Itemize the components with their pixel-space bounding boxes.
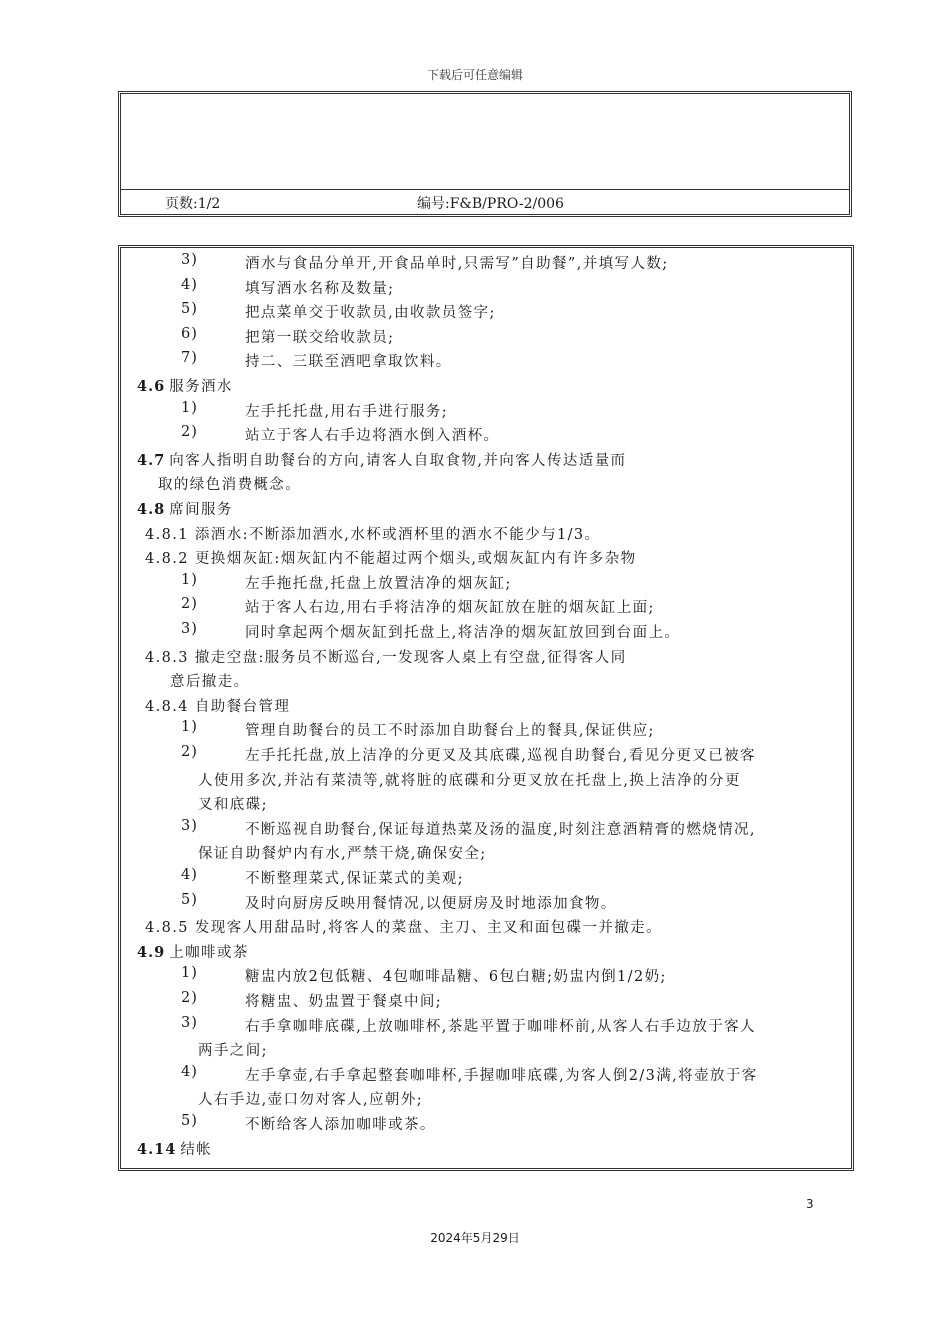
item-number: 4) bbox=[181, 276, 198, 293]
item-text: 左手托托盘,放上洁净的分更叉及其底碟,巡视自助餐台,看见分更叉已被客 bbox=[245, 748, 756, 764]
item-number: 3) bbox=[181, 1014, 198, 1031]
content-line bbox=[121, 1015, 851, 1040]
item-number: 3) bbox=[181, 252, 198, 268]
item-number: 5) bbox=[181, 891, 198, 908]
content-line bbox=[121, 818, 851, 843]
item-text: 右手拿咖啡底碟,上放咖啡杯,茶匙平置于咖啡杯前,从客人右手边放于客人 bbox=[245, 1018, 756, 1035]
item-number: 4) bbox=[181, 1063, 198, 1080]
item-number: 6) bbox=[181, 325, 198, 342]
content-line bbox=[121, 277, 851, 302]
item-number: 1) bbox=[181, 965, 198, 982]
content-line bbox=[121, 695, 851, 720]
content-line bbox=[121, 1064, 851, 1089]
item-text: 酒水与食品分单开,开食品单时,只需写”自助餐”,并填写人数; bbox=[245, 256, 669, 272]
content-line bbox=[121, 990, 851, 1015]
item-text-continued: 人使用多次,并沾有菜渍等,就将脏的底碟和分更叉放在托盘上,换上洁净的分更 bbox=[198, 772, 741, 789]
section-title: 上咖啡或茶 bbox=[169, 944, 249, 961]
item-text-continued: 保证自助餐炉内有水,严禁干烧,确保安全; bbox=[198, 846, 487, 863]
content-line bbox=[121, 744, 851, 769]
item-text-continued: 人右手边,壶口勿对客人,应朝外; bbox=[198, 1092, 424, 1109]
section-title: 向客人指明自助餐台的方向,请客人自取食物,并向客人传达适量而 bbox=[169, 452, 627, 469]
content-line bbox=[121, 1113, 851, 1138]
section-title: 结帐 bbox=[180, 1141, 213, 1158]
item-text: 将糖盅、奶盅置于餐桌中间; bbox=[245, 994, 443, 1010]
content-line bbox=[121, 867, 851, 892]
content-line bbox=[121, 400, 851, 425]
content-line bbox=[121, 670, 851, 695]
item-text: 把第一联交给收款员; bbox=[245, 329, 395, 346]
page-count: 页数:1/2 bbox=[165, 196, 221, 212]
item-text: 同时拿起两个烟灰缸到托盘上,将洁净的烟灰缸放回到台面上。 bbox=[245, 625, 681, 641]
item-text: 左手拿壶,右手拿起整套咖啡杯,手握咖啡底碟,为客人倒2/3满,将壶放于客 bbox=[245, 1067, 758, 1084]
subsection-line: 4.8.5 发现客人用甜品时,将客人的菜盘、主刀、主叉和面包碟一并撤走。 bbox=[145, 920, 663, 937]
content-line bbox=[121, 769, 851, 794]
item-text: 填写酒水名称及数量; bbox=[245, 280, 395, 297]
content-line bbox=[121, 941, 851, 966]
content-line bbox=[121, 572, 851, 597]
item-text-continued: 叉和底碟; bbox=[198, 797, 268, 814]
section-title: 席间服务 bbox=[169, 502, 233, 518]
section-number: 4.6 bbox=[137, 378, 166, 395]
content-line bbox=[121, 621, 851, 646]
item-number: 3) bbox=[181, 817, 198, 834]
content-line bbox=[121, 1138, 851, 1163]
content-line bbox=[121, 424, 851, 449]
item-text: 不断给客人添加咖啡或茶。 bbox=[245, 1117, 436, 1133]
item-text: 站于客人右边,用右手将洁净的烟灰缸放在脏的烟灰缸上面; bbox=[245, 600, 655, 617]
content-line bbox=[121, 596, 851, 621]
content-line bbox=[121, 449, 851, 474]
item-text: 站立于客人右手边将酒水倒入酒杯。 bbox=[245, 428, 500, 445]
item-number: 1) bbox=[181, 399, 198, 416]
content-line bbox=[121, 646, 851, 671]
content-line bbox=[121, 498, 851, 523]
content-line bbox=[121, 473, 851, 498]
content-line bbox=[121, 965, 851, 990]
section-number: 4.7 bbox=[137, 451, 166, 469]
item-number: 1) bbox=[181, 571, 198, 588]
item-number: 3) bbox=[181, 621, 198, 637]
section-heading bbox=[137, 1138, 212, 1159]
item-number: 2) bbox=[181, 744, 198, 760]
section-title: 服务酒水 bbox=[169, 379, 233, 395]
content-line bbox=[121, 719, 851, 744]
subsection-line: 4.8.4 自助餐台管理 bbox=[145, 698, 291, 715]
document-code: 编号:F&B/PRO-2/006 bbox=[417, 196, 564, 212]
footer-date: 2024年5月29日 bbox=[430, 1231, 520, 1245]
item-number: 7) bbox=[181, 350, 198, 367]
item-text: 不断巡视自助餐台,保证每道热菜及汤的温度,时刻注意酒精膏的燃烧情况, bbox=[245, 821, 756, 838]
item-number: 2) bbox=[181, 424, 198, 441]
content-line bbox=[121, 375, 851, 400]
content-line bbox=[121, 547, 851, 572]
section-heading bbox=[137, 498, 233, 519]
item-number: 2) bbox=[181, 596, 198, 613]
section-number: 4.9 bbox=[137, 943, 166, 961]
item-number: 4) bbox=[181, 867, 198, 883]
item-text: 管理自助餐台的员工不时添加自助餐台上的餐具,保证供应; bbox=[245, 723, 655, 740]
content-line bbox=[121, 916, 851, 941]
item-number: 5) bbox=[181, 301, 198, 318]
page-number: 3 bbox=[806, 1197, 814, 1211]
section-heading bbox=[137, 375, 233, 396]
item-text: 持二、三联至酒吧拿取饮料。 bbox=[245, 354, 452, 371]
section-heading bbox=[137, 449, 626, 470]
section-text-continued: 取的绿色消费概念。 bbox=[158, 477, 302, 494]
content-line bbox=[121, 523, 851, 548]
subsection-line: 4.8.3 撤走空盘:服务员不断巡台,一发现客人桌上有空盘,征得客人同 bbox=[145, 649, 627, 666]
item-number: 1) bbox=[181, 719, 198, 736]
item-number: 5) bbox=[181, 1113, 198, 1129]
item-text-continued: 两手之间; bbox=[198, 1043, 268, 1060]
content-line bbox=[121, 1039, 851, 1064]
item-text: 把点菜单交于收款员,由收款员签字; bbox=[245, 305, 496, 322]
section-number: 4.8 bbox=[137, 501, 166, 518]
content-line bbox=[121, 301, 851, 326]
section-heading bbox=[137, 941, 249, 962]
item-text: 左手托托盘,用右手进行服务; bbox=[245, 403, 449, 420]
header-info-row bbox=[121, 189, 849, 214]
subsection-text-continued: 意后撤走。 bbox=[170, 674, 250, 691]
item-text: 及时向厨房反映用餐情况,以便厨房及时地添加食物。 bbox=[245, 895, 617, 912]
subsection-line: 4.8.1 添酒水:不断添加酒水,水杯或酒杯里的酒水不能少与1/3。 bbox=[145, 526, 601, 543]
section-number: 4.14 bbox=[137, 1140, 177, 1158]
content-line bbox=[121, 326, 851, 351]
content-line bbox=[121, 842, 851, 867]
content-line bbox=[121, 350, 851, 375]
item-number: 2) bbox=[181, 990, 198, 1006]
header-note: 下载后可任意编辑 bbox=[426, 68, 523, 82]
content-line bbox=[121, 892, 851, 917]
item-text: 左手拖托盘,托盘上放置洁净的烟灰缸; bbox=[245, 575, 512, 592]
content-line bbox=[121, 252, 851, 277]
content-line bbox=[121, 1088, 851, 1113]
item-text: 不断整理菜式,保证菜式的美观; bbox=[245, 871, 464, 887]
subsection-line: 4.8.2 更换烟灰缸:烟灰缸内不能超过两个烟头,或烟灰缸内有许多杂物 bbox=[145, 551, 637, 568]
content-line bbox=[121, 793, 851, 818]
item-text: 糖盅内放2包低糖、4包咖啡晶糖、6包白糖;奶盅内倒1/2奶; bbox=[245, 969, 667, 986]
header-table bbox=[118, 91, 852, 217]
content-table bbox=[118, 245, 854, 1171]
